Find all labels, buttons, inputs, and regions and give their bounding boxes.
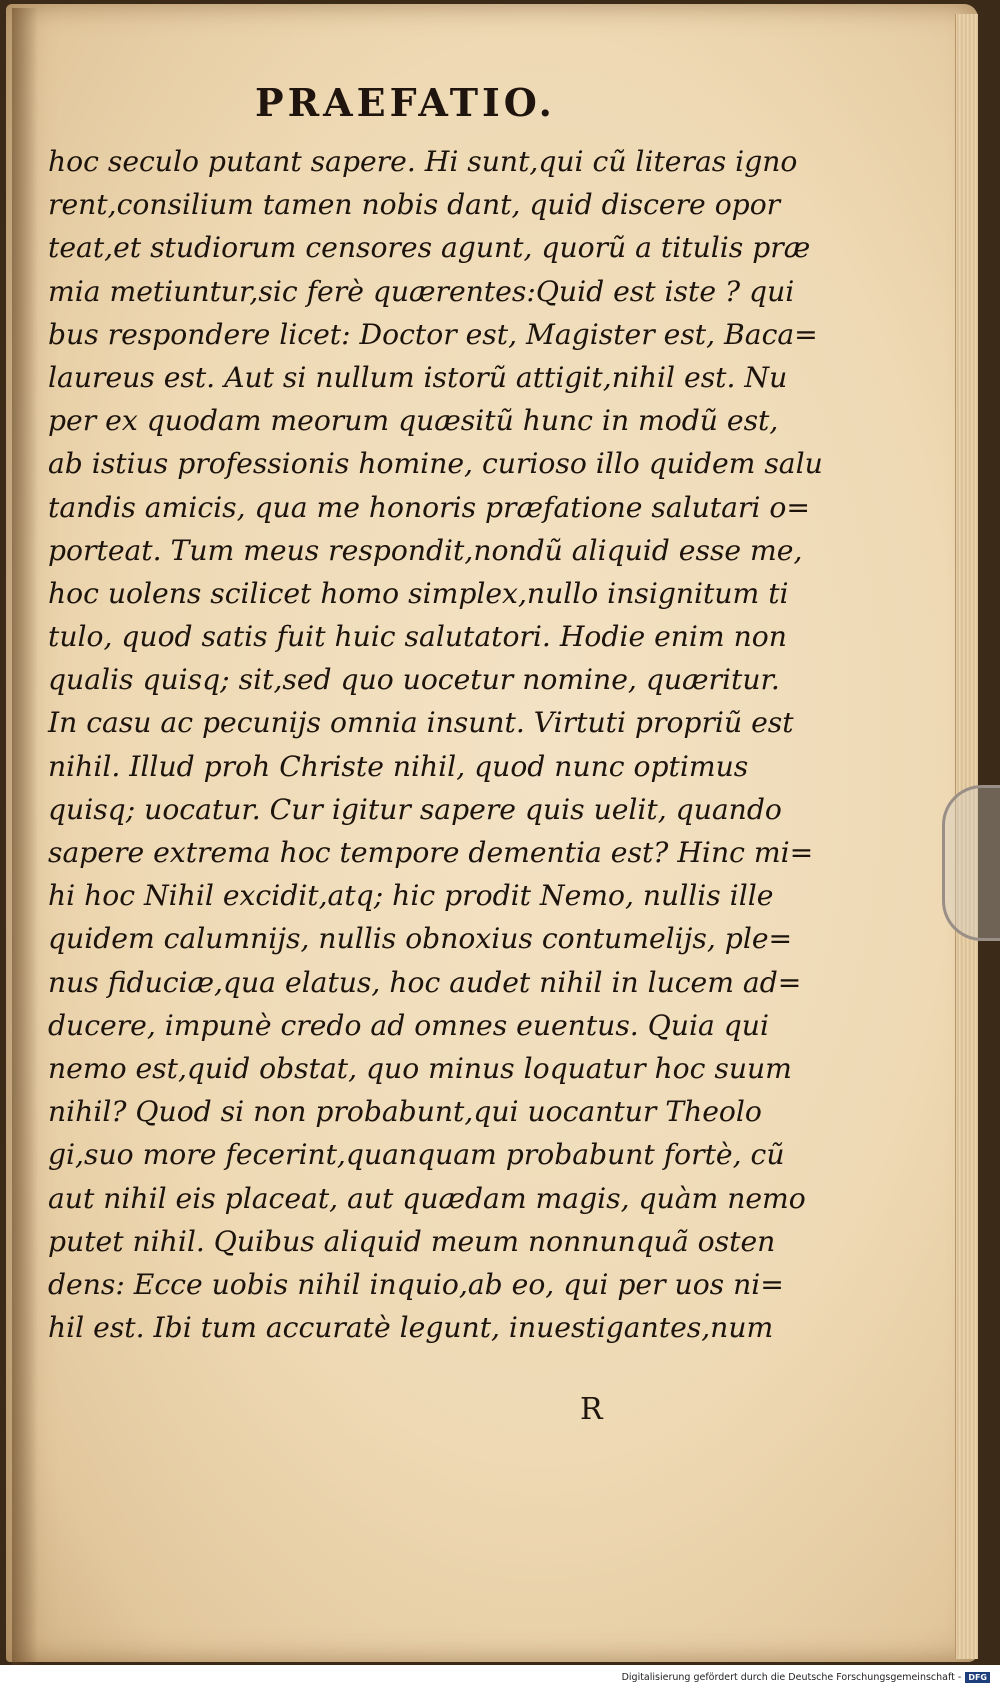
text-line: putet nihil. Quibus aliquid meum nonnunquã osten — [48, 1224, 776, 1258]
text-line: tulo, quod satis fuit huic salutatori. Hodie enim non — [48, 620, 787, 654]
signature-mark: R — [580, 1392, 603, 1427]
text-line: nihil. Illud proh Christe nihil, quod nunc optimus — [48, 749, 749, 783]
text-line: tandis amicis, qua me honoris præfatione salutari o= — [48, 490, 810, 524]
dfg-logo: DFG — [965, 1672, 990, 1683]
text-line: quidem calumnijs, nullis obnoxius contumelijs, ple= — [48, 922, 793, 956]
text-line: hi hoc Nihil excidit,atq; hic prodit Nemo, nullis ille — [48, 879, 774, 913]
text-line: sapere extrema hoc tempore dementia est? Hinc mi= — [48, 836, 814, 869]
text-line: ducere, impunè credo ad omnes euentus. Quia qui — [48, 1008, 769, 1042]
text-line: nihil? Quod si non probabunt,qui uocantur Theolo — [48, 1095, 762, 1129]
text-line: dens: Ecce uobis nihil inquio,ab eo, qui per uos ni= — [48, 1267, 784, 1301]
text-line: porteat. Tum meus respondit,nondũ aliquid esse me, — [48, 533, 803, 567]
text-line: aut nihil eis placeat, aut quædam magis, quàm nemo — [48, 1181, 806, 1215]
text-line: per ex quodam meorum quæsitũ hunc in modũ est, — [48, 404, 779, 438]
text-line: ab istius professionis homine, curioso illo quidem salu — [48, 447, 823, 481]
credit-text: Digitalisierung gefördert durch die Deutsche Forschungsgemeinschaft - — [621, 1672, 962, 1683]
text-line: In casu ac pecunijs omnia insunt. Virtuti propriũ est — [48, 706, 794, 740]
text-line: laureus est. Aut si nullum istorũ attigit,nihil est. Nu — [48, 360, 788, 394]
text-line: teat,et studiorum censores agunt, quorũ a titulis præ — [48, 231, 811, 265]
text-line: bus respondere licet: Doctor est, Magister est, Baca= — [48, 317, 818, 351]
running-header: PRAEFATIO. — [255, 80, 556, 125]
body-text — [48, 140, 823, 1349]
text-line: quisq; uocatur. Cur igitur sapere quis uelit, quando — [48, 792, 782, 826]
text-line: gi,suo more fecerint,quanquam probabunt fortè, cũ — [48, 1138, 785, 1172]
text-line: mia metiuntur,sic ferè quærentes:Quid est iste ? qui — [48, 274, 795, 308]
page-clip — [942, 785, 1000, 941]
text-line: hil est. Ibi tum accuratè legunt, inuestigantes,num — [48, 1311, 774, 1345]
text-line: qualis quisq; sit,sed quo uocetur nomine, quæritur. — [48, 663, 780, 697]
text-line: rent,consilium tamen nobis dant, quid discere opor — [48, 188, 781, 222]
digitization-credit — [0, 1672, 990, 1683]
text-line: nus fiduciæ,qua elatus, hoc audet nihil in lucem ad= — [48, 965, 802, 999]
text-line: nemo est,quid obstat, quo minus loquatur hoc suum — [48, 1051, 792, 1085]
text-line: hoc uolens scilicet homo simplex,nullo insignitum ti — [48, 576, 789, 610]
page-gutter-shadow — [12, 8, 38, 1665]
text-line: hoc seculo putant sapere. Hi sunt,qui cũ literas igno — [48, 145, 798, 178]
